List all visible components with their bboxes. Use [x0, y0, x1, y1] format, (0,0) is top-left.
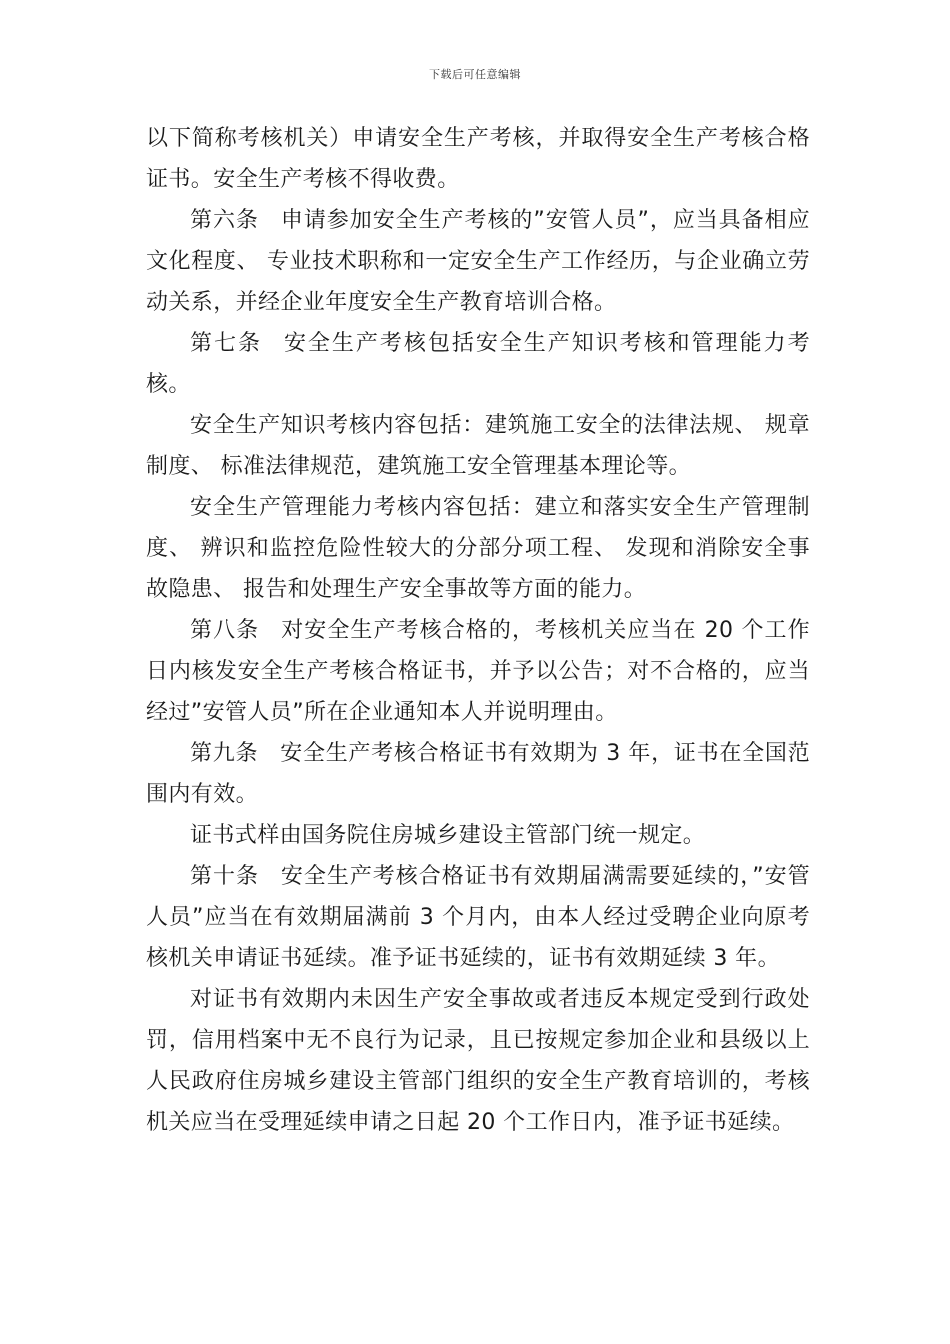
- article-number: 第十条: [190, 864, 259, 889]
- paragraph-continuation: [146, 118, 810, 200]
- paragraph-article-9: [146, 733, 810, 815]
- page-header: 下载后可任意编辑: [429, 68, 521, 81]
- paragraph-text: 证书式样由国务院住房城乡建设主管部门统一规定。: [190, 823, 706, 848]
- paragraph-text: 对证书有效期内未因生产安全事故或者违反本规定受到行政处罚，信用档案中无不良行为记录，且已按规定参加企业和县级以上人民政府住房城乡建设主管部门组织的安全生产教育培训的，考核机关应当在受理延续申请之日起 20 个工作日内，准予证书延续。: [146, 987, 810, 1135]
- paragraph-certificate-format: [146, 815, 810, 856]
- paragraph-article-8: [146, 610, 810, 733]
- paragraph-text: 安全生产考核合格证书有效期为 3 年，证书在全国范围内有效。: [146, 741, 810, 807]
- paragraph-renewal-conditions: [146, 979, 810, 1143]
- paragraph-text: 以下简称考核机关）申请安全生产考核，并取得安全生产考核合格证书。安全生产考核不得收费。: [146, 126, 810, 192]
- paragraph-text: 申请参加安全生产考核的”安管人员”，应当具备相应文化程度、 专业技术职称和一定安全生产工作经历，与企业确立劳动关系，并经企业年度安全生产教育培训合格。: [146, 208, 811, 315]
- paragraph-text: 安全生产考核包括安全生产知识考核和管理能力考核。: [146, 331, 810, 397]
- paragraph-text: 安全生产知识考核内容包括：建筑施工安全的法律法规、 规章制度、 标准法律规范，建筑施工安全管理基本理论等。: [146, 413, 810, 479]
- paragraph-text: 安全生产考核合格证书有效期届满需要延续的，”安管人员”应当在有效期届满前 3 个月内，由本人经过受聘企业向原考核机关申请证书延续。准予证书延续的，证书有效期延续 3 年。: [146, 864, 811, 971]
- paragraph-text: 对安全生产考核合格的，考核机关应当在 20 个工作日内核发安全生产考核合格证书，并予以公告；对不合格的，应当经过”安管人员”所在企业通知本人并说明理由。: [146, 618, 810, 725]
- paragraph-text: 安全生产管理能力考核内容包括：建立和落实安全生产管理制度、 辨识和监控危险性较大的分部分项工程、 发现和消除安全事故隐患、 报告和处理生产安全事故等方面的能力。: [146, 495, 810, 602]
- paragraph-article-10: [146, 856, 810, 979]
- article-number: 第六条: [190, 208, 259, 233]
- paragraph-article-6: [146, 200, 810, 323]
- paragraph-management-content: [146, 487, 810, 610]
- article-number: 第八条: [190, 618, 260, 643]
- document-body: [146, 118, 810, 1143]
- paragraph-article-7: [146, 323, 810, 405]
- article-number: 第七条: [190, 331, 262, 356]
- paragraph-knowledge-content: [146, 405, 810, 487]
- article-number: 第九条: [190, 741, 259, 766]
